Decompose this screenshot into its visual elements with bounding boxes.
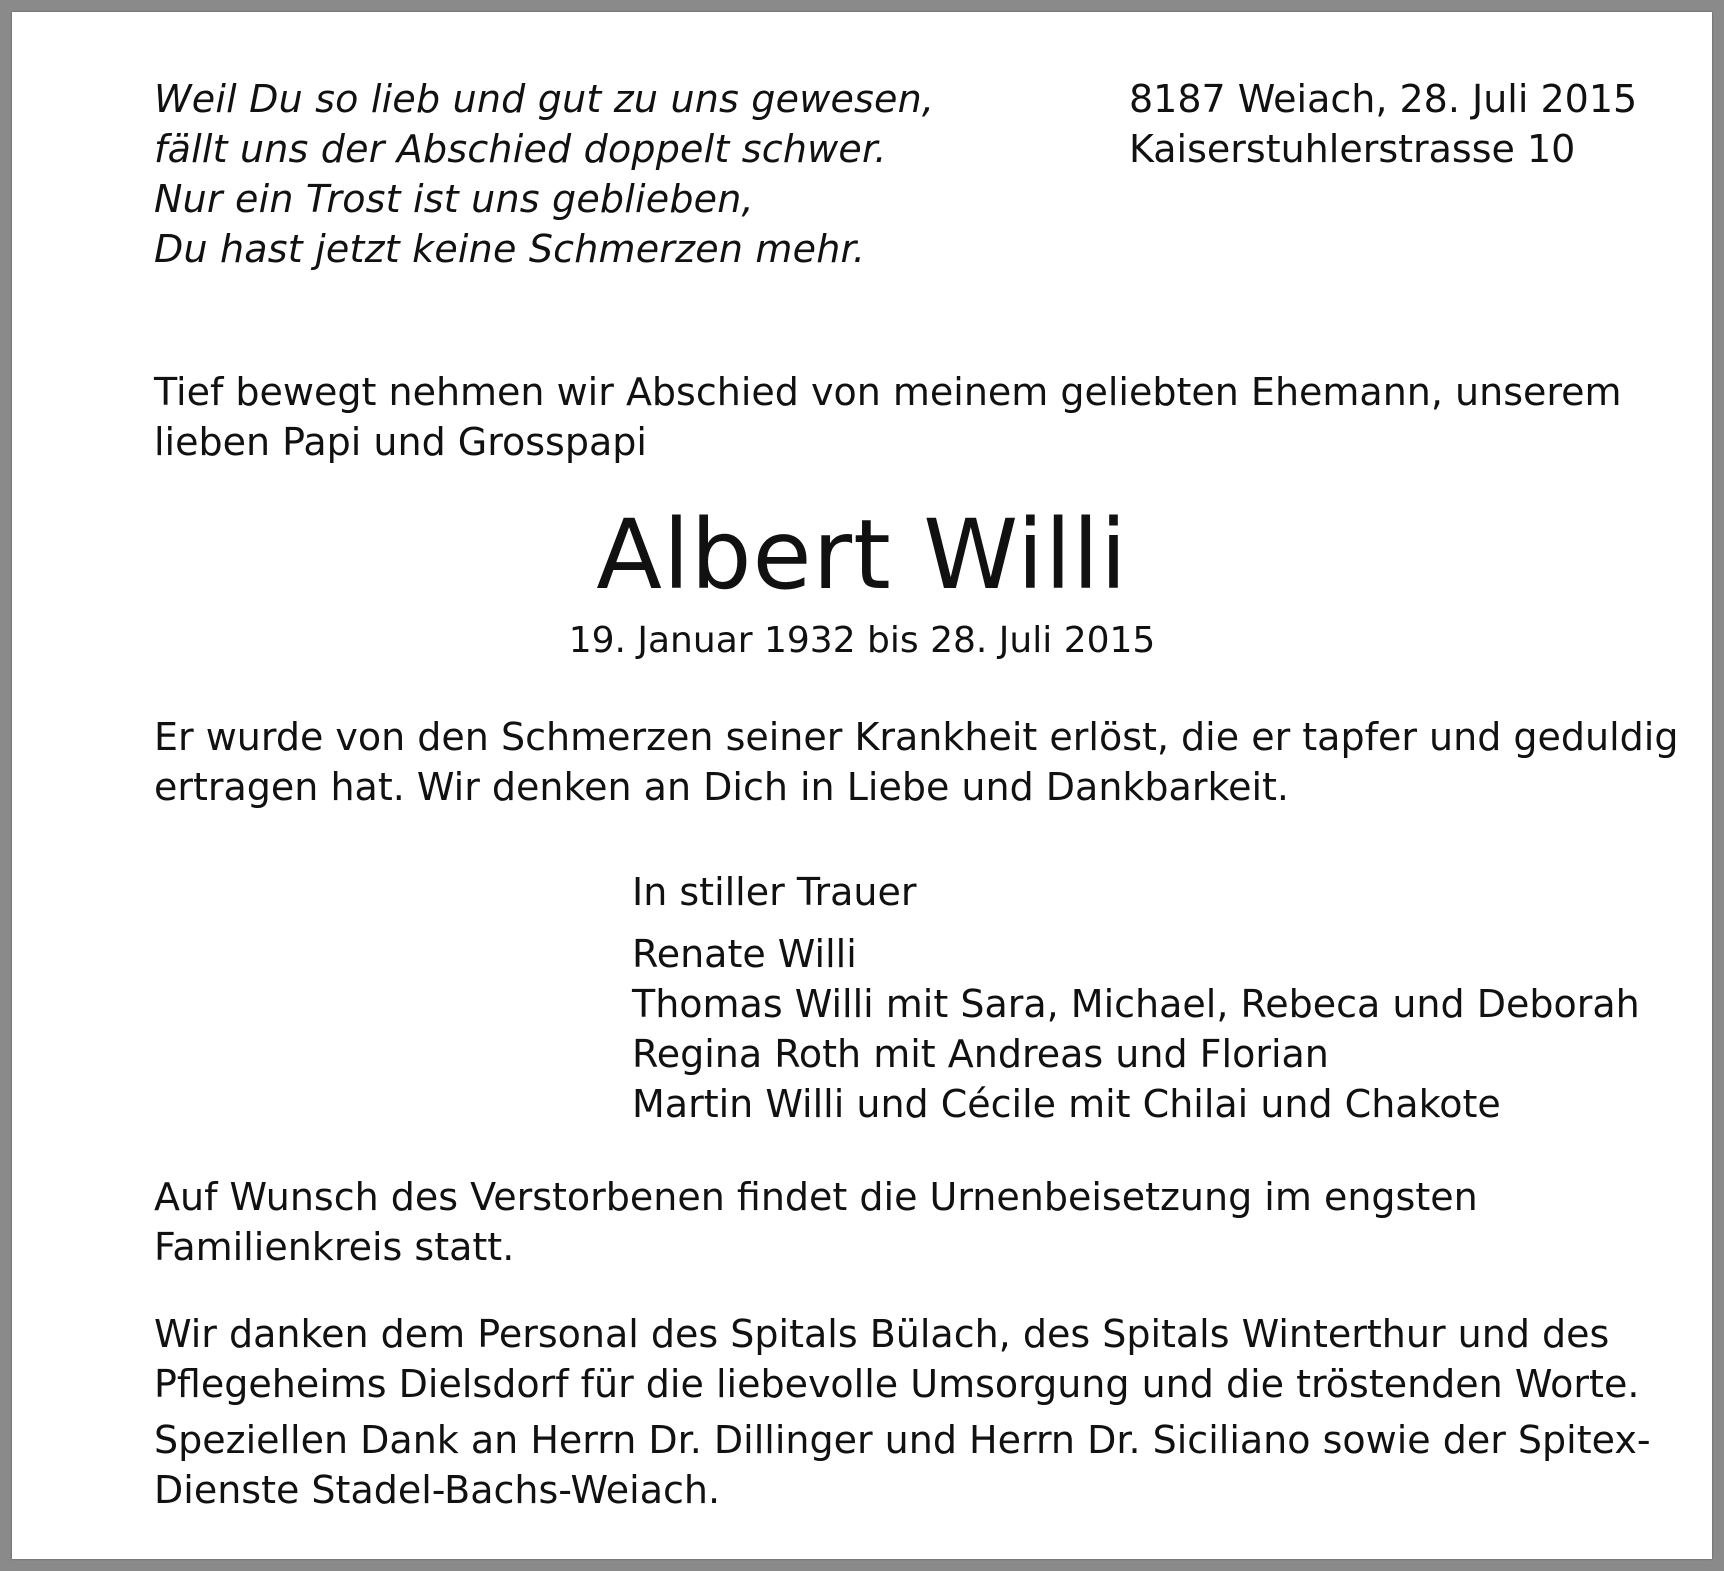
burial-line: Familienkreis statt. (154, 1225, 515, 1269)
life-dates: 19. Januar 1932 bis 28. Juli 2015 (568, 620, 1156, 661)
intro-line: Tief bewegt nehmen wir Abschied von meinem geliebten Ehemann, unserem (154, 370, 1622, 414)
illness-paragraph (154, 712, 1678, 812)
memorial-verse (154, 74, 934, 274)
thanks-paragraph (154, 1309, 1639, 1409)
mourner-name: Regina Roth mit Andreas und Florian (632, 1032, 1329, 1076)
special-thanks-line: Dienste Stadel-Bachs-Weiach. (154, 1468, 721, 1512)
verse-line: Nur ein Trost ist uns geblieben, (154, 177, 754, 221)
deceased-name: Albert Willi (596, 499, 1128, 611)
mourner-name: Renate Willi (632, 932, 857, 976)
mourners-heading: In stiller Trauer (632, 870, 917, 914)
illness-line: ertragen hat. Wir denken an Dich in Liebe und Dankbarkeit. (154, 765, 1290, 809)
burial-line: Auf Wunsch des Verstorbenen findet die Urnenbeisetzung im engsten (154, 1175, 1478, 1219)
intro-paragraph (154, 367, 1622, 467)
verse-line: Weil Du so lieb und gut zu uns gewesen, (154, 77, 935, 121)
special-thanks-paragraph (154, 1415, 1651, 1515)
mourner-name: Martin Willi und Cécile mit Chilai und Chakote (632, 1082, 1501, 1126)
thanks-line: Wir danken dem Personal des Spitals Bülach, des Spitals Winterthur und des (154, 1312, 1610, 1356)
intro-line: lieben Papi und Grosspapi (154, 420, 647, 464)
street-address: Kaiserstuhlerstrasse 10 (1129, 127, 1576, 171)
special-thanks-line: Speziellen Dank an Herrn Dr. Dillinger und Herrn Dr. Siciliano sowie der Spitex- (154, 1418, 1651, 1462)
illness-line: Er wurde von den Schmerzen seiner Krankheit erlöst, die er tapfer und geduldig (154, 715, 1679, 759)
thanks-line: Pflegeheims Dielsdorf für die liebevolle Umsorgung und die tröstenden Worte. (154, 1362, 1640, 1406)
place-and-address (1129, 74, 1637, 174)
mourners-block (632, 867, 1640, 1129)
burial-paragraph (154, 1172, 1478, 1272)
mourner-name: Thomas Willi mit Sara, Michael, Rebeca und Deborah (632, 982, 1640, 1026)
obituary-page (12, 12, 1712, 1559)
place-date: 8187 Weiach, 28. Juli 2015 (1129, 77, 1638, 121)
verse-line: Du hast jetzt keine Schmerzen mehr. (154, 227, 866, 271)
verse-line: fällt uns der Abschied doppelt schwer. (154, 127, 887, 171)
